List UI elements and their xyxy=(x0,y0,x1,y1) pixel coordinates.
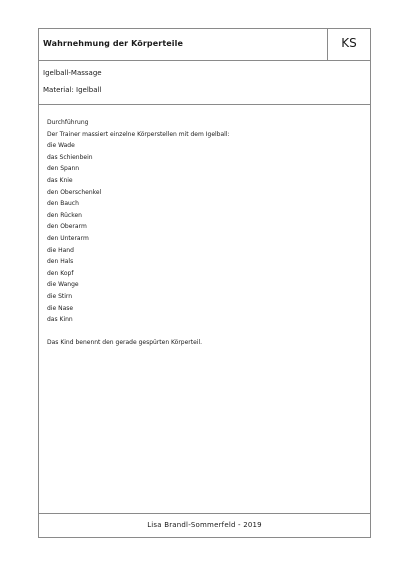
code-cell xyxy=(327,29,370,60)
section-heading: Durchführung xyxy=(47,119,89,126)
body-part-item: die Hand xyxy=(47,246,74,254)
body-part-item: den Spann xyxy=(47,165,80,173)
body-part-item: den Kopf xyxy=(47,269,74,277)
body-part-item: den Oberarm xyxy=(47,223,87,231)
body-part-item: die Wade xyxy=(47,142,75,150)
header-row xyxy=(39,29,370,61)
body-part-item: den Rücken xyxy=(47,211,82,219)
worksheet xyxy=(38,28,371,538)
body-part-item: den Unterarm xyxy=(47,234,89,242)
body-part-item: die Stirn xyxy=(47,292,73,300)
body-part-item: den Bauch xyxy=(47,200,79,208)
meta-section xyxy=(39,61,370,105)
intro-text: Der Trainer massiert einzelne Körperstellen mit dem Igelball: xyxy=(47,130,230,138)
body-part-item: die Wange xyxy=(47,281,79,289)
body-part-item: das Schienbein xyxy=(47,153,93,161)
exercise-name: Igelball-Massage xyxy=(43,69,102,77)
content-section xyxy=(47,117,357,349)
material-line: Material: Igelball xyxy=(43,86,102,94)
category-code: KS xyxy=(341,36,357,50)
worksheet-title: Wahrnehmung der Körperteile xyxy=(43,39,183,48)
author-credit: Lisa Brandl-Sommerfeld - 2019 xyxy=(147,521,262,529)
footer-row xyxy=(39,513,370,537)
body-part-item: den Hals xyxy=(47,258,74,266)
spacer xyxy=(47,326,357,338)
body-part-item: den Oberschenkel xyxy=(47,188,102,196)
body-part-item: das Kinn xyxy=(47,316,73,324)
body-part-item: die Nase xyxy=(47,304,74,312)
body-part-item: das Knie xyxy=(47,176,73,184)
closing-text: Das Kind benennt den gerade gespürten Körperteil. xyxy=(47,339,203,347)
